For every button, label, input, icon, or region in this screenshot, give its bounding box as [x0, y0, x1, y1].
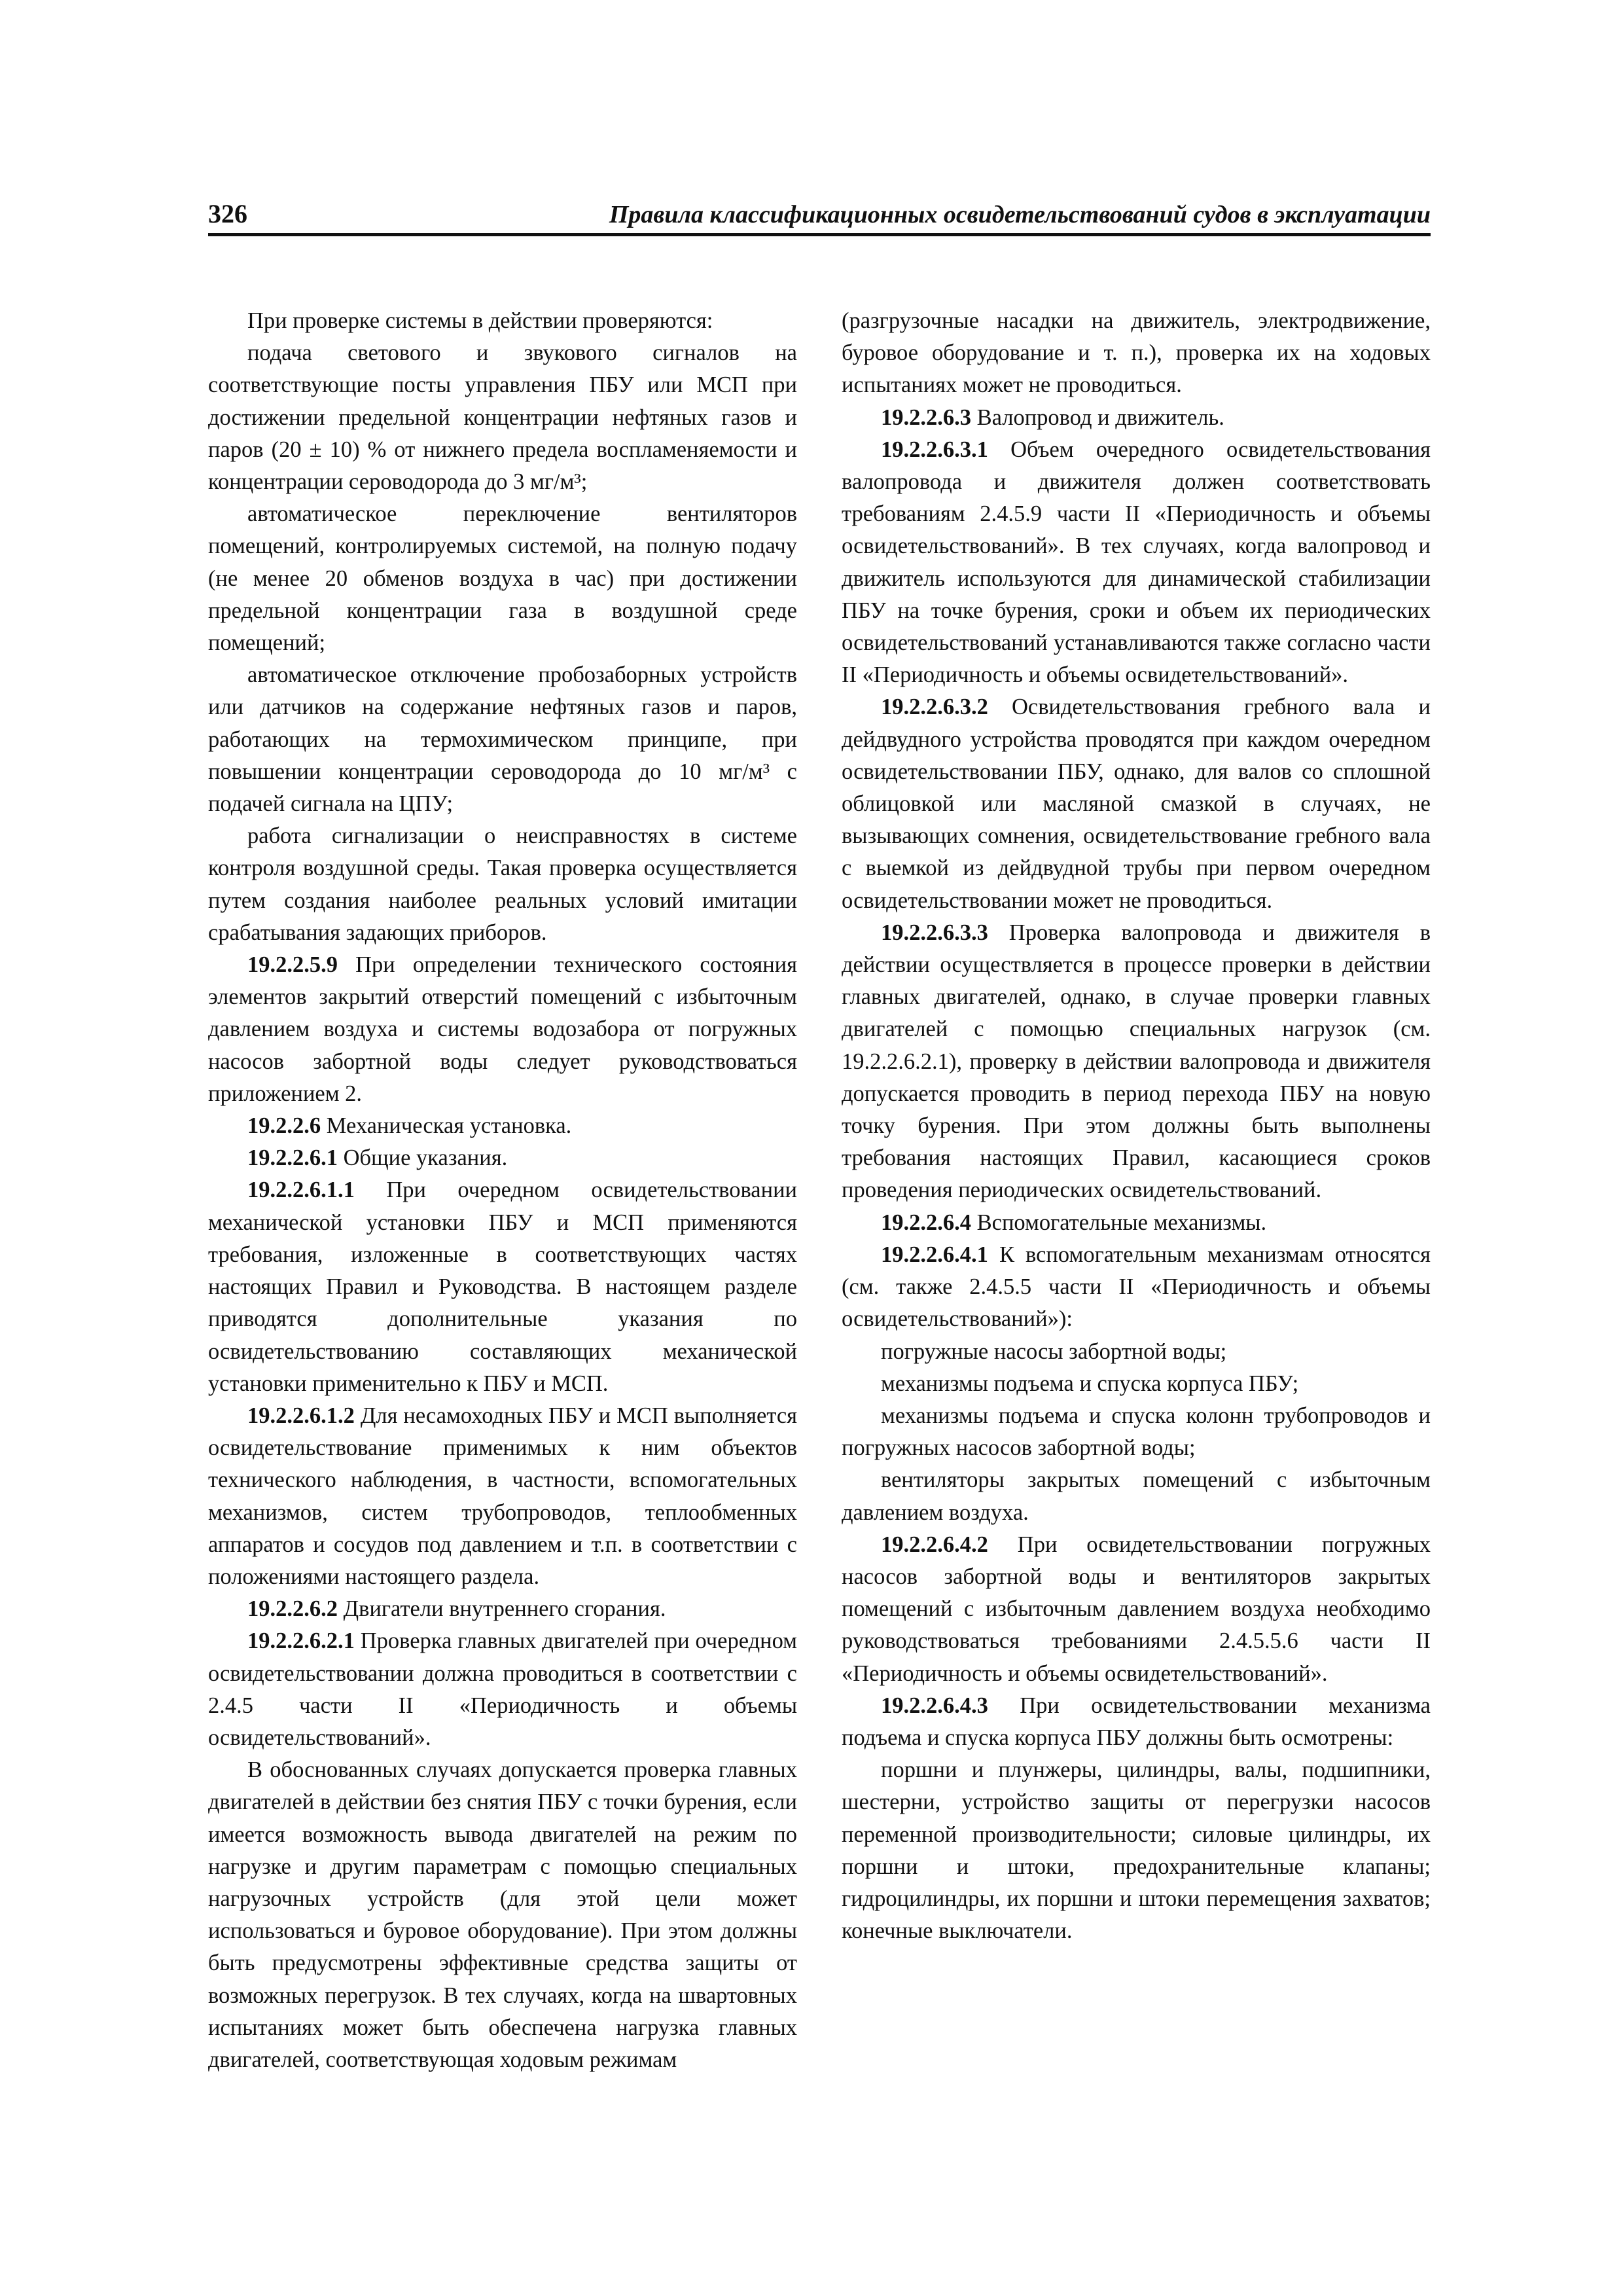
paragraph-text: Вспомогательные механизмы.: [976, 1210, 1267, 1235]
clause-number: 19.2.2.6.2.1: [247, 1628, 355, 1654]
paragraph-text: механизмы подъема и спуска колонн трубопроводов и погружных насосов забортной воды;: [842, 1403, 1431, 1461]
paragraph-text: Валопровод и движитель.: [976, 404, 1224, 430]
paragraph-text: Механическая установка.: [326, 1113, 572, 1139]
paragraph: [842, 1464, 1431, 1528]
paragraph: [842, 305, 1431, 402]
paragraph-text: Двигатели внутреннего сгорания.: [343, 1596, 666, 1622]
paragraph-text: (разгрузочные насадки на движитель, электродвижение, буровое оборудование и т. п.), проверка их на ходовых испытаниях может не проводиться.: [842, 308, 1431, 398]
paragraph-text: поршни и плунжеры, цилиндры, валы, подшипники, шестерни, устройство защиты от перегрузки насосов переменной производительности; силовые цилиндры, их поршни и штоки, предохранительные клапаны; гидроцилиндры, их поршни и штоки перемещения захватов; конечные выключатели.: [842, 1757, 1431, 1944]
paragraph: [208, 1174, 797, 1399]
clause-number: 19.2.2.6.1: [247, 1145, 338, 1171]
paragraph: [842, 1368, 1431, 1400]
paragraph: [842, 1754, 1431, 1947]
paragraph: [842, 1239, 1431, 1336]
clause-number: 19.2.2.6.3.3: [881, 920, 988, 945]
right-column: [842, 305, 1431, 1947]
paragraph: [842, 434, 1431, 692]
paragraph: [208, 305, 797, 337]
clause-number: 19.2.2.6.4: [881, 1210, 971, 1235]
paragraph: [208, 1593, 797, 1625]
paragraph-text: При освидетельствовании погружных насосов забортной воды и вентиляторов закрытых помещений с избыточным давлением воздуха необходимо руководствоваться требованиями 2.4.5.5.6 части II «Периодичность и объемы освидетельствований».: [842, 1532, 1431, 1686]
paragraph: [842, 1400, 1431, 1464]
paragraph-text: Объем очередного освидетельствования валопровода и движителя должен соответствовать требованиям 2.4.5.9 части II «Периодичность и объемы освидетельствований». В тех случаях, когда валопровод и движитель используются для динамической стабилизации ПБУ на точке бурения, сроки и объем их периодических освидетельствований устанавливаются также согласно части II «Периодичность и объемы освидетельствований».: [842, 437, 1431, 688]
clause-number: 19.2.2.6.3.1: [881, 437, 988, 462]
paragraph: [208, 949, 797, 1110]
paragraph: [208, 337, 797, 498]
clause-number: 19.2.2.6.1.2: [247, 1403, 355, 1428]
clause-number: 19.2.2.6.4.1: [881, 1242, 988, 1267]
paragraph-text: В обоснованных случаях допускается проверка главных двигателей в действии без снятия ПБУ с точки бурения, если имеется возможность вывода двигателей на режим по нагрузке и другим параметрам с помощью специальных нагрузочных устройств (для этой цели может использоваться и буровое оборудование). При этом должны быть предусмотрены эффективные средства защиты от возможных перегрузок. В тех случаях, когда на швартовных испытаниях может быть обеспечена нагрузка главных двигателей, соответствующая ходовым режимам: [208, 1757, 797, 2072]
clause-number: 19.2.2.6.4.2: [881, 1532, 988, 1557]
paragraph: [208, 1400, 797, 1593]
paragraph-text: При определении технического состояния элементов закрытий отверстий помещений с избыточным давлением воздуха и системы водозабора от погружных насосов забортной воды следует руководствоваться приложением 2.: [208, 952, 798, 1106]
paragraph-text: автоматическое отключение пробозаборных устройств или датчиков на содержание нефтяных газов и паров, работающих на термохимическом принципе, при повышении концентрации сероводорода до 10 мг/м³ с подачей сигнала на ЦПУ;: [208, 662, 797, 817]
clause-number: 19.2.2.6.3: [881, 404, 971, 430]
paragraph: [842, 402, 1431, 434]
paragraph: [208, 1110, 797, 1142]
paragraph-text: Проверка главных двигателей при очередном освидетельствовании должна проводиться в соответствии с 2.4.5 части II «Периодичность и объемы освидетельствований».: [208, 1628, 798, 1750]
paragraph-text: механизмы подъема и спуска корпуса ПБУ;: [881, 1371, 1299, 1396]
clause-number: 19.2.2.6: [247, 1113, 321, 1139]
paragraph: [842, 691, 1431, 916]
page-number: 326: [208, 199, 247, 228]
paragraph: [208, 498, 797, 659]
paragraph: [208, 1142, 797, 1174]
paragraph-text: Для несамоходных ПБУ и МСП выполняется освидетельствование применимых к ним объектов технического наблюдения, в частности, вспомогательных механизмов, систем трубопроводов, теплообменных аппаратов и сосудов под давлением и т.п. в соответствии с положениями настоящего раздела.: [208, 1403, 797, 1589]
paragraph: [842, 1529, 1431, 1690]
clause-number: 19.2.2.6.1.1: [247, 1177, 355, 1203]
paragraph: [208, 659, 797, 820]
paragraph-text: При очередном освидетельствовании механической установки ПБУ и МСП применяются требования, изложенные в соответствующих частях настоящих Правил и Руководства. В настоящем разделе приводятся дополнительные указания по освидетельствованию составляющих механической установки применительно к ПБУ и МСП.: [208, 1177, 797, 1396]
running-title: Правила классификационных освидетельствований судов в эксплуатации: [609, 201, 1431, 228]
paragraph-text: Общие указания.: [343, 1145, 508, 1171]
paragraph: [208, 1625, 797, 1754]
paragraph: [842, 917, 1431, 1207]
clause-number: 19.2.2.6.2: [247, 1596, 338, 1622]
paragraph-text: При освидетельствовании механизма подъема и спуска корпуса ПБУ должны быть осмотрены:: [842, 1693, 1431, 1750]
paragraph: [842, 1207, 1431, 1239]
clause-number: 19.2.2.5.9: [247, 952, 338, 978]
paragraph-text: погружные насосы забортной воды;: [881, 1338, 1227, 1364]
paragraph-text: При проверке системы в действии проверяются:: [247, 308, 713, 333]
paragraph-text: работа сигнализации о неисправностях в системе контроля воздушной среды. Такая проверка осуществляется путем создания наиболее реальных условий имитации срабатывания задающих приборов.: [208, 823, 797, 945]
paragraph-text: автоматическое переключение вентиляторов помещений, контролируемых системой, на полную подачу (не менее 20 обменов воздуха в час) при достижении предельной концентрации газа в воздушной среде помещений;: [208, 501, 797, 656]
paragraph: [842, 1690, 1431, 1754]
paragraph-text: подача светового и звукового сигналов на соответствующие посты управления ПБУ или МСП при достижении предельной концентрации нефтяных газов и паров (20 ± 10) % от нижнего предела воспламеняемости и концентрации сероводорода до 3 мг/м³;: [208, 340, 797, 495]
paragraph-text: К вспомогательным механизмам относятся (см. также 2.4.5.5 части II «Периодичность и объемы освидетельствований»):: [842, 1242, 1431, 1332]
paragraph-text: Освидетельствования гребного вала и дейдвудного устройства проводятся при каждом очередном освидетельствовании ПБУ, однако, для валов со сплошной облицовкой или масляной смазкой в случаях, не вызывающих сомнения, освидетельствование гребного вала с выемкой из дейдвудной трубы при первом очередном освидетельствовании может не проводиться.: [842, 694, 1431, 913]
paragraph-text: Проверка валопровода и движителя в действии осуществляется в процессе проверки в действии главных двигателей, однако, в случае проверки главных двигателей с помощью специальных нагрузок (см. 19.2.2.6.2.1), проверку в действии валопровода и движителя допускается проводить в период перехода ПБУ на новую точку бурения. При этом должны быть выполнены требования настоящих Правил, касающиеся сроков проведения периодических освидетельствований.: [842, 920, 1431, 1203]
paragraph-text: вентиляторы закрытых помещений с избыточным давлением воздуха.: [842, 1467, 1431, 1525]
paragraph: [208, 1754, 797, 2076]
paragraph: [842, 1336, 1431, 1368]
clause-number: 19.2.2.6.3.2: [881, 694, 988, 720]
page-header: [208, 199, 1431, 236]
clause-number: 19.2.2.6.4.3: [881, 1693, 988, 1718]
paragraph: [208, 820, 797, 949]
left-column: [208, 305, 797, 2076]
